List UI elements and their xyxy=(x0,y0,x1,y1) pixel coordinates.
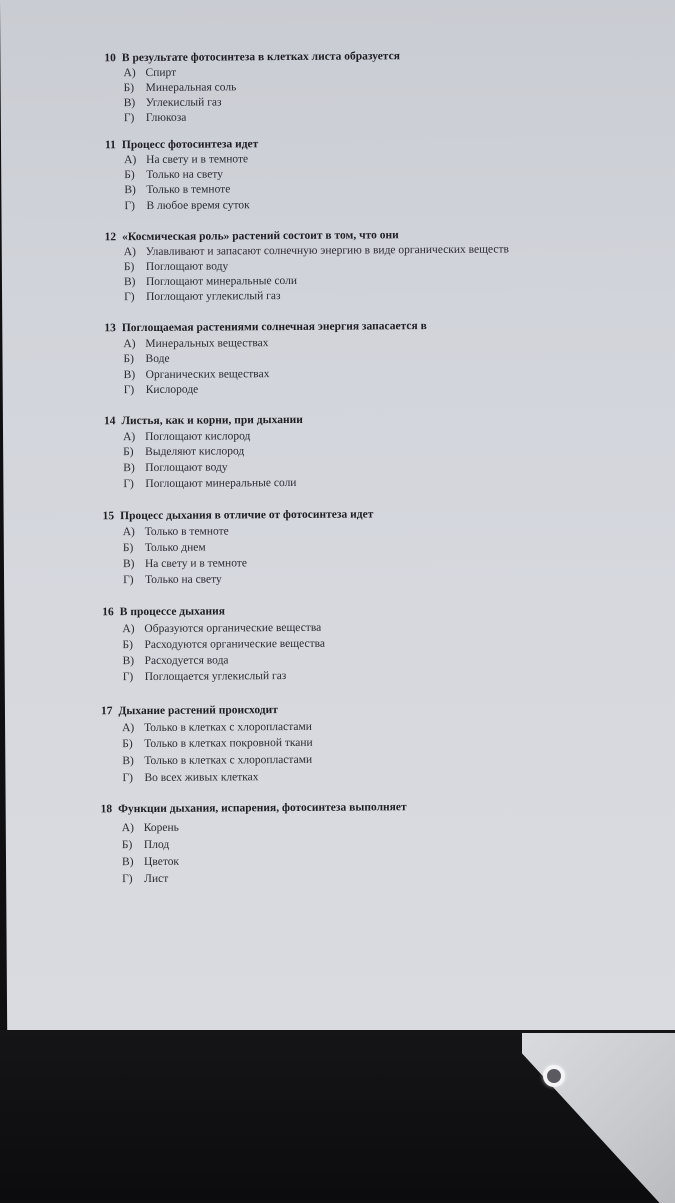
answer-option xyxy=(123,541,206,556)
answer-option xyxy=(124,383,199,398)
answer-option xyxy=(122,621,321,636)
option-text: Во всех живых клетках xyxy=(144,771,259,785)
answer-option xyxy=(122,637,325,652)
answer-option xyxy=(124,111,187,125)
answer-option xyxy=(123,476,296,491)
question-text: Дыхание растений происходит xyxy=(118,704,278,718)
option-text: Только в клетках с хлоропластами xyxy=(144,753,313,768)
option-letter: Б) xyxy=(121,839,133,852)
option-text: Улавливают и запасают солнечную энергию в виде органических веществ xyxy=(145,243,509,258)
question-number: 11 xyxy=(104,139,116,152)
option-text: На свету и в темноте xyxy=(144,557,247,571)
option-text: Поглощают воду xyxy=(145,260,229,273)
option-letter: А) xyxy=(124,154,137,167)
option-text: Поглощают минеральные соли xyxy=(145,476,297,490)
answer-option xyxy=(123,352,169,366)
option-text: Расходуются органические вещества xyxy=(144,637,326,652)
answer-option xyxy=(122,821,179,835)
answer-option xyxy=(123,66,176,80)
answer-option xyxy=(123,669,287,684)
question-14 xyxy=(3,410,675,491)
option-text: Выделяют кислород xyxy=(145,445,245,458)
option-text: Минеральная соль xyxy=(145,81,237,94)
option-text: Кислороде xyxy=(145,383,199,396)
question-title xyxy=(104,49,400,65)
option-letter: А) xyxy=(122,526,135,539)
question-12 xyxy=(2,226,675,304)
option-text: Поглощают воду xyxy=(145,461,228,474)
option-letter: Б) xyxy=(123,446,134,459)
answer-option xyxy=(123,429,250,444)
answer-option xyxy=(124,182,230,197)
answer-option xyxy=(124,259,228,274)
question-text: Поглощаемая растениями солнечная энергия запасается в xyxy=(121,320,427,335)
question-text: Функции дыхания, испарения, фотосинтеза выполняет xyxy=(118,801,407,816)
option-text: Только на свету xyxy=(146,168,223,181)
option-letter: В) xyxy=(121,856,134,869)
question-title xyxy=(105,228,399,244)
option-text: Только в клетках покровной ткани xyxy=(144,736,313,751)
answer-option xyxy=(123,336,268,351)
answer-option xyxy=(124,242,509,259)
question-16 xyxy=(4,601,675,684)
option-letter: А) xyxy=(123,431,136,444)
answer-option xyxy=(124,367,270,382)
answer-option xyxy=(122,753,312,768)
answer-option xyxy=(124,289,281,304)
question-text: Листья, как и корни, при дыхании xyxy=(121,413,303,428)
answer-option xyxy=(123,460,227,475)
option-letter: Г) xyxy=(122,873,133,886)
option-letter: Г) xyxy=(123,384,135,397)
question-text: «Космическая роль» растений состоит в том, что они xyxy=(122,229,399,244)
option-letter: Г) xyxy=(122,671,134,684)
option-letter: Б) xyxy=(123,261,135,274)
question-title xyxy=(103,507,374,523)
question-number: 14 xyxy=(103,415,116,428)
option-text: Поглощают углекислый газ xyxy=(146,290,281,303)
question-17 xyxy=(5,700,675,785)
answer-option xyxy=(124,152,248,167)
answer-option xyxy=(122,720,312,735)
question-number: 12 xyxy=(104,231,117,244)
question-text: В результате фотосинтеза в клетках листа образуется xyxy=(121,50,400,65)
question-10 xyxy=(0,47,675,125)
question-title xyxy=(105,137,258,152)
option-text: Поглощают кислород xyxy=(145,430,251,443)
option-letter: А) xyxy=(123,246,136,259)
answer-option xyxy=(122,855,179,869)
option-text: Расходуется вода xyxy=(144,654,229,668)
option-letter: Г) xyxy=(124,291,135,304)
option-text: Образуются органические вещества xyxy=(144,621,322,636)
answer-option xyxy=(123,572,222,587)
option-letter: В) xyxy=(123,276,136,289)
option-text: Минеральных веществах xyxy=(145,337,269,350)
option-letter: А) xyxy=(122,722,135,735)
option-letter: В) xyxy=(124,184,136,197)
question-text: Процесс дыхания в отличие от фотосинтеза идет xyxy=(120,508,374,523)
question-title xyxy=(104,319,427,335)
answer-option xyxy=(124,167,223,182)
option-text: Корень xyxy=(143,821,179,835)
option-text: Цветок xyxy=(143,855,180,869)
question-number: 15 xyxy=(102,510,115,523)
option-letter: Б) xyxy=(122,639,133,652)
question-text: В процессе дыхания xyxy=(119,605,225,619)
option-letter: В) xyxy=(123,97,136,110)
option-text: Лист xyxy=(144,872,169,886)
question-title xyxy=(102,604,225,619)
option-letter: Б) xyxy=(122,738,133,751)
option-letter: А) xyxy=(123,338,136,351)
question-15 xyxy=(4,505,675,587)
option-text: На свету и в темноте xyxy=(146,153,249,166)
option-text: Только в клетках с хлоропластами xyxy=(144,720,312,735)
option-text: Органических веществах xyxy=(145,368,270,381)
answer-option xyxy=(124,198,249,213)
answer-option xyxy=(123,556,247,571)
option-letter: Б) xyxy=(123,82,135,95)
option-text: Плод xyxy=(143,838,170,852)
answer-option xyxy=(124,274,297,289)
option-letter: В) xyxy=(123,462,135,475)
option-letter: Б) xyxy=(124,169,135,182)
option-text: В любое время суток xyxy=(146,199,250,212)
answer-option xyxy=(123,444,244,459)
option-text: Только в темноте xyxy=(146,183,231,196)
option-letter: В) xyxy=(122,755,134,768)
option-text: Поглощается углекислый газ xyxy=(144,670,287,684)
option-letter: В) xyxy=(123,369,136,382)
question-number: 18 xyxy=(100,803,113,816)
question-title xyxy=(101,703,278,718)
question-number: 10 xyxy=(104,52,116,65)
question-11 xyxy=(1,134,675,213)
option-letter: Б) xyxy=(123,353,134,366)
answer-option xyxy=(122,838,169,852)
option-letter: Б) xyxy=(122,542,134,555)
question-text: Процесс фотосинтеза идет xyxy=(121,138,259,152)
option-text: Только днем xyxy=(144,541,206,555)
option-letter: А) xyxy=(123,67,136,80)
option-letter: Г) xyxy=(123,574,134,587)
option-letter: А) xyxy=(122,623,135,636)
answer-option xyxy=(122,736,313,751)
option-text: Глюкоза xyxy=(145,111,187,124)
option-letter: Г) xyxy=(123,112,135,125)
option-text: Только на свету xyxy=(145,573,222,587)
option-letter: Г) xyxy=(122,772,133,785)
question-number: 17 xyxy=(100,705,113,718)
question-13 xyxy=(2,317,675,397)
answer-option xyxy=(124,80,237,95)
question-number: 16 xyxy=(102,606,114,619)
answer-option xyxy=(123,524,229,539)
option-text: Поглощают минеральные соли xyxy=(145,274,298,288)
ring-binder-icon xyxy=(543,1065,565,1087)
answer-option xyxy=(123,653,229,668)
question-number: 13 xyxy=(104,322,116,335)
answer-option xyxy=(124,95,222,110)
question-title xyxy=(101,800,407,816)
option-letter: А) xyxy=(121,822,134,835)
answer-option xyxy=(122,872,168,886)
option-letter: В) xyxy=(122,558,135,571)
option-letter: В) xyxy=(122,655,135,668)
option-text: Спирт xyxy=(145,66,177,79)
answer-option xyxy=(122,770,258,785)
option-letter: Г) xyxy=(123,478,134,491)
option-text: Воде xyxy=(145,352,170,365)
option-text: Только в темноте xyxy=(144,525,229,539)
question-title xyxy=(104,413,303,428)
question-18 xyxy=(6,798,675,886)
option-letter: Г) xyxy=(124,200,135,213)
option-text: Углекислый газ xyxy=(145,96,222,109)
